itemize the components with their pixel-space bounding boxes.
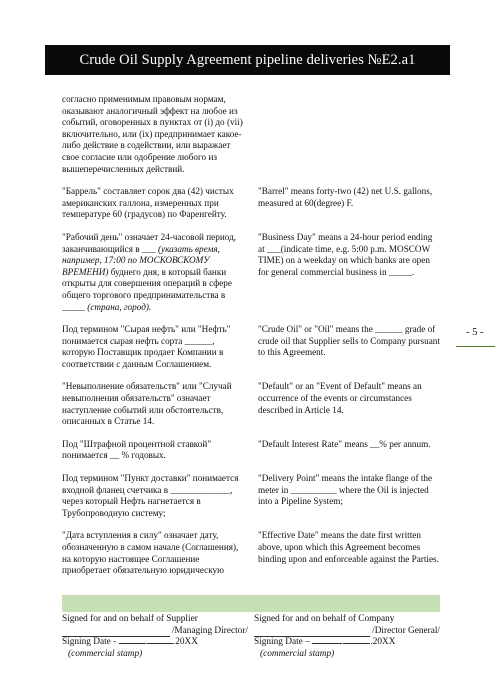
signature-band bbox=[62, 595, 440, 612]
signature-blank bbox=[62, 626, 170, 638]
date-blank bbox=[147, 643, 173, 644]
supplier-role: /Managing Director/ bbox=[171, 625, 248, 636]
russian-text-italic: (страна, город). bbox=[87, 301, 152, 312]
definition-row-barrel bbox=[62, 186, 440, 221]
signature-columns bbox=[62, 612, 440, 660]
page-number-rule bbox=[456, 346, 495, 347]
supplier-signature-heading: Signed for and on behalf of Supplier bbox=[62, 614, 198, 624]
definition-row-delivery-point bbox=[62, 473, 440, 519]
date-year: .20XX bbox=[370, 637, 396, 647]
definition-row bbox=[62, 94, 440, 175]
russian-text: согласно применимым правовым нормам, оказывают аналогичный эффект на любое из событий, оговоренных в пунктах от (i) до (vii) включительно, или (ix) предпринимает какое-либо действие в содействии, или выражает свое согласие или одобрение любого из вышеперечисленных действий. bbox=[62, 94, 243, 174]
date-year: .20XX bbox=[172, 637, 198, 647]
document-header bbox=[45, 45, 450, 75]
russian-text-part: буднего дня, в который банки открыты для совершения операций в сфере общего торгового предпринимательства в _____ bbox=[62, 266, 232, 312]
definition-row-business-day bbox=[62, 232, 440, 313]
supplier-signature-line bbox=[62, 626, 248, 638]
russian-text-italic: (указать время, например, 17:00 по МОСКОВСКОМУ ВРЕМЕНИ) bbox=[62, 243, 220, 277]
russian-text-part: "Рабочий день" означает 24-часовой период, заканчивающийся в ___ bbox=[62, 231, 237, 254]
russian-text: "Баррель" составляет сорок два (42) чистых американских галлона, измеренных при температуре 60 (градусов) по Фаренгейту. bbox=[62, 186, 234, 220]
definitions-body bbox=[62, 94, 440, 588]
company-signing-date bbox=[254, 637, 440, 649]
russian-text: Под термином "Пункт доставки" понимается входной фланец счетчика в _____________, через который Нефть нагнетается в Трубопроводную систему; bbox=[62, 473, 239, 518]
english-text: "Default" or an "Event of Default" means an occurrence of the events or circumstances described in Article 14. bbox=[258, 381, 422, 415]
date-blank bbox=[119, 643, 145, 644]
english-text: "Delivery Point" means the intake flange of the meter in __________ where the Oil is injected into a Pipeline System; bbox=[258, 473, 433, 507]
company-signature bbox=[254, 614, 440, 660]
english-text: "Default Interest Rate" means __% per annum. bbox=[258, 438, 431, 449]
signing-date-label: Signing Date – bbox=[254, 637, 313, 647]
definition-row-effective-date bbox=[62, 530, 440, 576]
company-signature-heading: Signed for and on behalf of Company bbox=[254, 614, 395, 624]
russian-text bbox=[62, 232, 244, 313]
english-text: "Effective Date" means the date first written above, upon which this Agreement becomes binding upon and enforceable against the Parties. bbox=[258, 530, 439, 564]
date-separator: . bbox=[342, 637, 345, 647]
definition-row-default-interest bbox=[62, 439, 440, 462]
page-number: - 5 - bbox=[466, 327, 484, 338]
document-title: Crude Oil Supply Agreement pipeline deliveries №E2.a1 bbox=[79, 51, 416, 68]
date-separator: . bbox=[144, 637, 147, 647]
english-text: "Business Day" means a 24-hour period ending at ___(indicate time, e.g. 5:00 p.m. MOSCOW TIME) on a weekday on which banks are open for general commercial business in _____. bbox=[258, 231, 433, 277]
english-text bbox=[258, 94, 440, 175]
company-signature-line bbox=[254, 626, 440, 638]
supplier-signature bbox=[62, 614, 248, 660]
supplier-stamp-note: (commercial stamp) bbox=[68, 648, 143, 659]
definition-row-crude-oil bbox=[62, 324, 440, 370]
russian-text: "Дата вступления в силу" означает дату, обозначенную в самом начале (Соглашения), на которую настоящее Соглашение приобретает обязательную юридическую bbox=[62, 530, 239, 576]
english-text: "Crude Oil" or "Oil" means the ______ grade of crude oil that Supplier sells to Company pursuant to this Agreement. bbox=[258, 324, 440, 358]
company-stamp-note: (commercial stamp) bbox=[260, 648, 335, 659]
date-blank bbox=[344, 643, 370, 644]
russian-text: "Невыполнение обязательств" или "Случай невыполнения обязательств" означает наступление событий или обстоятельств, описанных в Статье 14. bbox=[62, 381, 232, 427]
company-role: /Director General/ bbox=[372, 625, 440, 636]
supplier-signing-date bbox=[62, 637, 248, 649]
russian-text: Под термином "Сырая нефть" или "Нефть" понимается сырая нефть сорта ______, которую Поставщик продает Компании в соответствии с данным Соглашением. bbox=[62, 324, 231, 369]
definition-row-default bbox=[62, 381, 440, 427]
russian-text: Под "Штрафной процентной ставкой" понимается __ % годовых. bbox=[62, 438, 212, 461]
english-text: "Barrel" means forty-two (42) net U.S. gallons, measured at 60(degree) F. bbox=[258, 186, 433, 208]
signing-date-label: Signing Date - bbox=[62, 637, 119, 647]
signature-block bbox=[62, 595, 440, 675]
signature-blank bbox=[254, 626, 370, 638]
date-blank bbox=[312, 643, 342, 644]
